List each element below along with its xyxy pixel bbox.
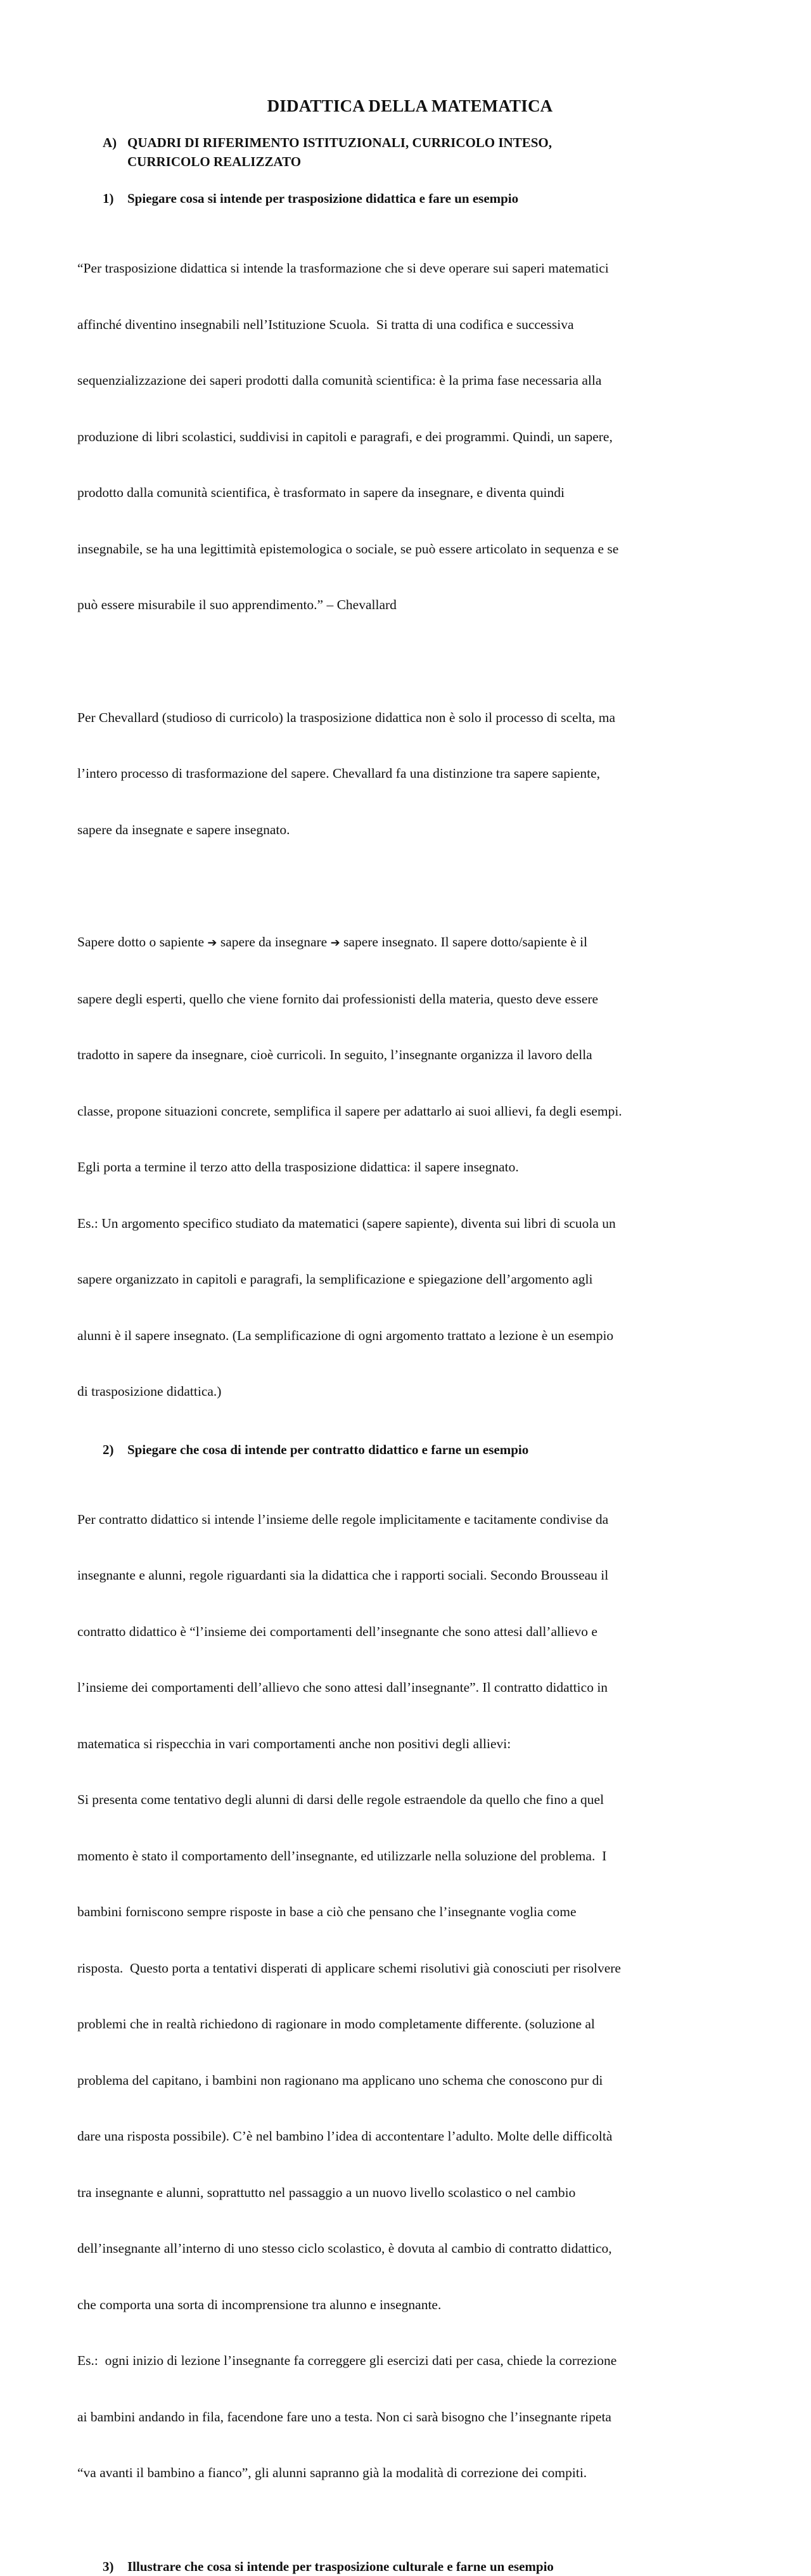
section-heading-a (77, 133, 743, 171)
text-line: Es.: ogni inizio di lezione l’insegnante fa correggere gli esercizi dati per casa, chiede la correzione (77, 2353, 617, 2368)
question-marker: 3) (103, 2558, 114, 2574)
section-heading-line: QUADRI DI RIFERIMENTO ISTITUZIONALI, CURRICOLO INTESO, (127, 135, 552, 150)
text-line: prodotto dalla comunità scientifica, è trasformato in sapere da insegnare, e diventa quindi (77, 485, 565, 500)
paragraph-knowledge-chain (77, 896, 743, 1439)
question-text: Spiegare che cosa di intende per contratto didattico e farne un esempio (127, 1441, 529, 1457)
text-line: classe, propone situazioni concrete, semplifica il sapere per adattarlo ai suoi allievi, fa degli esempi. (77, 1103, 622, 1119)
chain-part: Sapere dotto o sapiente (77, 934, 208, 950)
text-line: dell’insegnante all’interno di uno stesso ciclo scolastico, è dovuta al cambio di contratto didattico, (77, 2241, 612, 2256)
text-line: matematica si rispecchia in vari comportamenti anche non positivi degli allievi: (77, 1736, 511, 1751)
text-line: bambini forniscono sempre risposte in base a ciò che pensano che l’insegnante voglia come (77, 1904, 577, 1919)
text-line: può essere misurabile il suo apprendimento.” – Chevallard (77, 597, 397, 612)
text-line: Si presenta come tentativo degli alunni di darsi delle regole estraendole da quello che fino a quel (77, 1792, 604, 1807)
question-marker: 1) (103, 191, 114, 206)
text-line: “Per trasposizione didattica si intende la trasformazione che si deve operare sui saperi matematici (77, 261, 609, 276)
text-line: alunni è il sapere insegnato. (La semplificazione di ogni argomento trattato a lezione è un esempio (77, 1327, 614, 1343)
chain-part: sapere insegnato. Il sapere dotto/sapiente è il (340, 934, 588, 950)
question-marker: 2) (103, 1441, 114, 1457)
text-line: Es.: Un argomento specifico studiato da matematici (sapere sapiente), diventa sui libri di scuola un (77, 1215, 616, 1231)
text-line: produzione di libri scolastici, suddivisi in capitoli e paragrafi, e dei programmi. Quindi, un sapere, (77, 428, 613, 444)
text-line: contratto didattico è “l’insieme dei comportamenti dell’insegnante che sono attesi dall’allievo e (77, 1623, 597, 1639)
section-heading-line: CURRICOLO REALIZZATO (127, 154, 302, 169)
text-line: insegnabile, se ha una legittimità epistemologica o sociale, se può essere articolato in sequenza e se (77, 541, 619, 557)
text-line: problema del capitano, i bambini non ragionano ma applicano uno schema che conoscono pur di (77, 2072, 603, 2088)
arrow-right-icon: ➔ (207, 936, 217, 950)
document-title: DIDATTICA DELLA MATEMATICA (267, 96, 553, 115)
text-line: problemi che in realtà richiedono di ragionare in modo completamente differente. (soluzione al (77, 2016, 595, 2032)
chain-part: sapere da insegnare (217, 934, 331, 950)
text-line: risposta. Questo porta a tentativi disperati di applicare schemi risolutivi già conosciuti per risolvere (77, 1960, 621, 1976)
text-line: “va avanti il bambino a fianco”, gli alunni sapranno già la modalità di correzione dei compiti. (77, 2465, 587, 2480)
text-line: sapere degli esperti, quello che viene fornito dai professionisti della materia, questo deve essere (77, 991, 599, 1007)
question-text: Illustrare che cosa si intende per trasposizione culturale e farne un esempio (127, 2558, 554, 2574)
text-line: affinché diventino insegnabili nell’Istituzione Scuola. Si tratta di una codifica e successiva (77, 316, 574, 332)
text-line: Per contratto didattico si intende l’insieme delle regole implicitamente e tacitamente condivise da (77, 1511, 609, 1527)
text-line: Egli porta a termine il terzo atto della trasposizione didattica: il sapere insegnato. (77, 1159, 519, 1175)
question-text: Spiegare cosa si intende per trasposizione didattica e fare un esempio (127, 191, 519, 206)
text-line: l’insieme dei comportamenti dell’allievo che sono attesi dall’insegnante”. Il contratto didattico in (77, 1680, 608, 1695)
text-line: sapere da insegnate e sapere insegnato. (77, 821, 290, 837)
text-line: momento è stato il comportamento dell’insegnante, ed utilizzarle nella soluzione del problema. I (77, 1848, 607, 1864)
text-line: ai bambini andando in fila, facendone fare uno a testa. Non ci sarà bisogno che l’insegnante ripeta (77, 2409, 611, 2425)
text-line: di trasposizione didattica.) (77, 1384, 222, 1399)
question-3-heading (77, 2557, 743, 2576)
paragraph-didactic-contract (77, 1473, 743, 2520)
text-line: che comporta una sorta di incomprensione tra alunno e insegnante. (77, 2296, 442, 2312)
text-line: sapere organizzato in capitoli e paragrafi, la semplificazione e spiegazione dell’argomento agli (77, 1272, 593, 1287)
text-line-chain (77, 933, 743, 953)
text-line: sequenzializzazione dei saperi prodotti dalla comunità scientifica: è la prima fase necessaria alla (77, 373, 602, 388)
question-1-heading (77, 189, 743, 208)
question-2-heading (77, 1440, 743, 1459)
text-line: tradotto in sapere da insegnare, cioè curricoli. In seguito, l’insegnante organizza il lavoro della (77, 1047, 592, 1062)
section-marker: A) (103, 135, 117, 150)
text-line: l’intero processo di trasformazione del sapere. Chevallard fa una distinzione tra sapere sapiente, (77, 766, 601, 781)
paragraph-chevallard-quote (77, 222, 743, 652)
text-line: insegnante e alunni, regole riguardanti sia la didattica che i rapporti sociali. Secondo Brousseau il (77, 1568, 609, 1583)
text-line: dare una risposta possibile). C’è nel bambino l’idea di accontentare l’adulto. Molte delle difficoltà (77, 2128, 613, 2144)
paragraph-chevallard-definition (77, 671, 743, 877)
text-line: Per Chevallard (studioso di curricolo) la trasposizione didattica non è solo il processo di scelta, ma (77, 709, 616, 725)
arrow-right-icon: ➔ (330, 936, 340, 950)
document-body (77, 95, 743, 2576)
text-line: tra insegnante e alunni, soprattutto nel passaggio a un nuovo livello scolastico o nel cambio (77, 2184, 576, 2200)
